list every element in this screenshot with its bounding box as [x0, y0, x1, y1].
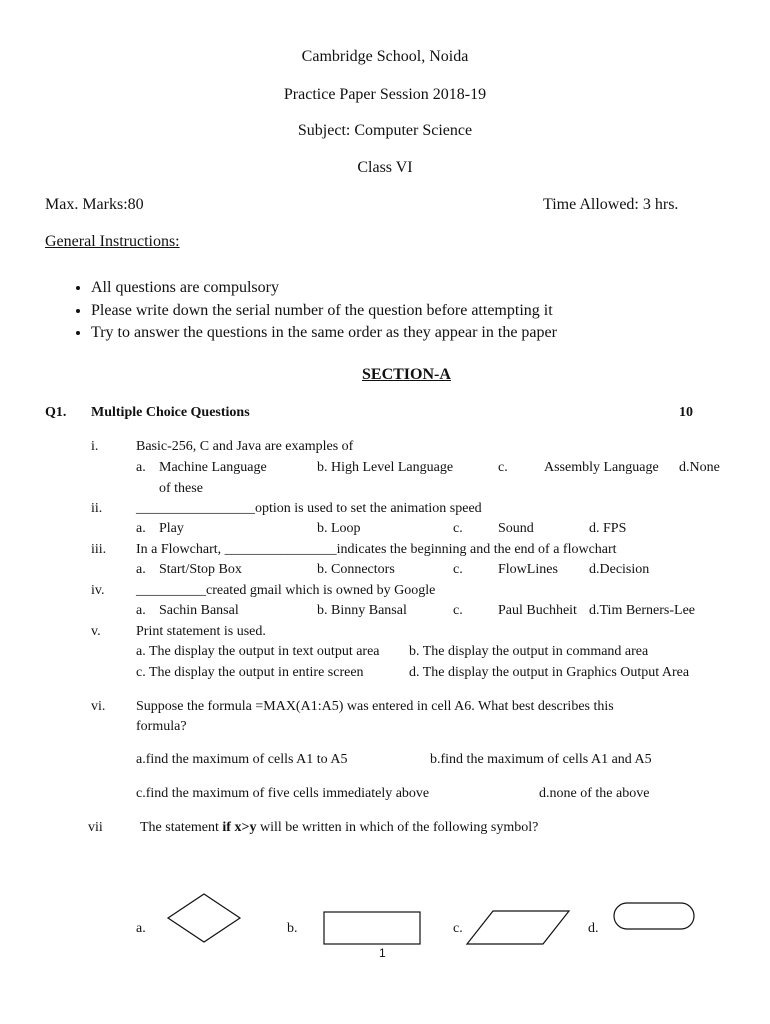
option-d-label: d.: [588, 921, 599, 936]
question-text-continued: formula?: [136, 719, 187, 734]
option-d: d.none of the above: [539, 786, 650, 801]
option-a-label: a.: [136, 521, 146, 536]
option-a: Play: [159, 521, 184, 536]
option-a: Sachin Bansal: [159, 603, 239, 618]
question-text: Basic-256, C and Java are examples of: [136, 439, 354, 454]
option-b-label: b.: [287, 921, 298, 936]
option-a: Start/Stop Box: [159, 562, 242, 577]
session-title: Practice Paper Session 2018-19: [283, 86, 487, 103]
question-text: _________________option is used to set the animation speed: [136, 501, 482, 516]
q1-number: Q1.: [45, 405, 67, 420]
parallelogram-io-shape: [465, 910, 571, 946]
question-number: v.: [91, 624, 101, 639]
instruction-item: • Try to answer the questions in the same order as they appear in the paper: [91, 322, 557, 345]
subject-title: Subject: Computer Science: [297, 122, 473, 139]
option-a: a. The display the output in text output area: [136, 644, 380, 659]
option-c-label: c.: [498, 460, 508, 475]
option-b: b. High Level Language: [317, 460, 454, 475]
question-text: Print statement is used.: [136, 624, 266, 639]
option-b: b. The display the output in command area: [409, 644, 649, 659]
instructions-heading: General Instructions:: [45, 233, 180, 250]
option-a-label: a.: [136, 562, 146, 577]
question-text-part: The statement: [140, 820, 223, 835]
option-c: c. The display the output in entire screen: [136, 665, 364, 680]
question-number: iii.: [91, 542, 107, 557]
option-a-label: a.: [136, 460, 146, 475]
instruction-item: • All questions are compulsory: [91, 277, 557, 300]
class-title: Class VI: [357, 159, 413, 176]
option-b: b. Loop: [317, 521, 361, 536]
option-d: d. FPS: [589, 521, 627, 536]
question-number: i.: [91, 439, 99, 454]
option-c-label: c.: [453, 562, 463, 577]
instructions-list: [45, 277, 557, 345]
option-c-label: c.: [453, 603, 463, 618]
rectangle-process-shape: [323, 911, 421, 946]
question-number: iv.: [91, 583, 105, 598]
q1-marks: 10: [679, 405, 693, 420]
option-c: Assembly Language: [544, 460, 659, 475]
option-c: Sound: [498, 521, 534, 536]
question-text: __________created gmail which is owned by Google: [136, 583, 436, 598]
question-text: In a Flowchart, ________________indicates the beginning and the end of a flowchart: [136, 542, 617, 557]
option-b: b.find the maximum of cells A1 and A5: [430, 752, 652, 767]
question-number: vii: [88, 820, 103, 835]
diamond-decision-shape: [166, 892, 242, 944]
option-a-label: a.: [136, 921, 146, 936]
option-c-label: c.: [453, 921, 463, 936]
option-d: d.Tim Berners-Lee: [589, 603, 696, 618]
question-text: Suppose the formula =MAX(A1:A5) was entered in cell A6. What best describes this: [136, 699, 614, 714]
option-a: a.find the maximum of cells A1 to A5: [136, 752, 348, 767]
option-d-continued: of these: [159, 481, 203, 496]
instruction-item: • Please write down the serial number of the question before attempting it: [91, 300, 557, 323]
question-text: [140, 820, 538, 836]
question-number: ii.: [91, 501, 103, 516]
option-c: Paul Buchheit: [498, 603, 577, 618]
question-text-part: will be written in which of the following symbol?: [256, 820, 539, 835]
option-c: FlowLines: [498, 562, 558, 577]
option-d: d.Decision: [589, 562, 650, 577]
question-condition: if x>y: [222, 820, 257, 835]
page-number: 1: [379, 946, 386, 960]
section-title: SECTION-A: [362, 366, 451, 383]
q1-title: Multiple Choice Questions: [91, 405, 250, 420]
school-name: Cambridge School, Noida: [301, 48, 469, 65]
max-marks: Max. Marks:80: [45, 196, 144, 213]
option-b: b. Connectors: [317, 562, 395, 577]
terminator-oval-shape: [613, 902, 695, 930]
option-b: b. Binny Bansal: [317, 603, 407, 618]
option-d: d.None: [679, 460, 720, 475]
question-number: vi.: [91, 699, 106, 714]
option-a-label: a.: [136, 603, 146, 618]
option-a: Machine Language: [159, 460, 267, 475]
option-c-label: c.: [453, 521, 463, 536]
option-c: c.find the maximum of five cells immediately above: [136, 786, 430, 801]
option-d: d. The display the output in Graphics Output Area: [409, 665, 690, 680]
time-allowed: Time Allowed: 3 hrs.: [543, 196, 679, 213]
